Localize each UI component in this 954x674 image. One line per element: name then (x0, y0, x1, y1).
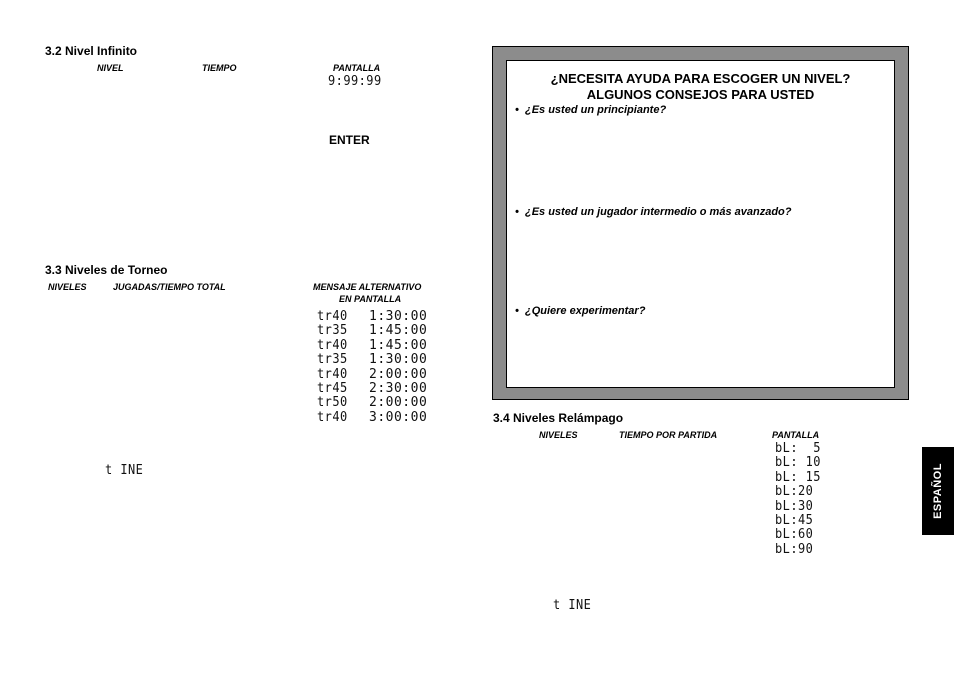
list-item (317, 336, 428, 353)
tournament-time: 3:00:00 (369, 409, 428, 425)
infinite-col-nivel: NIVEL (97, 63, 124, 73)
help-box-title (506, 71, 895, 103)
language-side-tab (922, 447, 954, 535)
language-label: ESPAÑOL (932, 463, 944, 519)
list-item: bL: 15 (775, 469, 821, 485)
list-item (317, 365, 428, 382)
help-question-experiment (515, 305, 645, 317)
enter-key-label: ENTER (329, 133, 370, 147)
list-item (317, 379, 428, 396)
tournament-code: tr40 (317, 366, 348, 382)
bullet: • (515, 305, 519, 317)
blitz-col-pantalla: PANTALLA (772, 430, 820, 440)
list-item (317, 321, 428, 339)
question-text: ¿Quiere experimentar? (524, 305, 646, 317)
tournament-code: tr40 (317, 409, 348, 425)
tournament-time: 1:30:00 (369, 309, 428, 324)
tournament-code: tr35 (317, 352, 348, 368)
help-box-title-line2: ALGUNOS CONSEJOS PARA USTED (586, 87, 815, 102)
list-item: bL: 5 (775, 441, 821, 456)
tournament-time: 2:00:00 (369, 395, 428, 411)
list-item (317, 350, 428, 368)
list-item: bL:90 (775, 541, 814, 557)
question-text: ¿Es usted un jugador intermedio o más avanzado? (524, 206, 792, 218)
tournament-lcd-list (317, 307, 428, 425)
list-item: bL:30 (775, 498, 814, 514)
tournament-col-mensaje: MENSAJE ALTERNATIVO (313, 282, 422, 292)
blitz-heading: 3.4 Niveles Relámpago (493, 411, 624, 425)
bullet: • (515, 104, 519, 116)
list-item: bL:45 (775, 512, 814, 528)
tournament-code: tr50 (317, 395, 348, 411)
tournament-heading: 3.3 Niveles de Torneo (45, 263, 168, 277)
infinite-lcd-display: 9:99:99 (328, 74, 382, 89)
infinite-heading: 3.2 Nivel Infinito (45, 44, 138, 58)
tournament-time: 1:30:00 (369, 352, 428, 368)
list-item (317, 307, 428, 324)
list-item: bL:20 (775, 484, 814, 500)
tournament-time: 2:00:00 (369, 366, 428, 382)
blitz-time-display: t INE (553, 598, 592, 613)
list-item: bL:60 (775, 527, 814, 543)
tournament-time: 1:45:00 (369, 323, 428, 339)
help-box-title-line1: ¿NECESITA AYUDA PARA ESCOGER UN NIVEL? (550, 71, 851, 86)
blitz-lcd-list (775, 442, 825, 557)
bullet: • (515, 206, 519, 218)
list-item (317, 408, 428, 425)
infinite-col-tiempo: TIEMPO (202, 63, 237, 73)
infinite-col-pantalla: PANTALLA (333, 63, 381, 73)
tournament-col-jugadas: JUGADAS/TIEMPO TOTAL (113, 282, 226, 292)
tournament-code: tr45 (317, 380, 348, 396)
tournament-time-display: t INE (105, 463, 144, 478)
tournament-code: tr40 (317, 337, 348, 353)
help-question-beginner (515, 104, 666, 116)
blitz-col-tiempo: TIEMPO POR PARTIDA (619, 430, 718, 440)
help-question-intermediate (515, 206, 791, 218)
blitz-col-niveles: NIVELES (539, 430, 578, 440)
question-text: ¿Es usted un principiante? (524, 104, 667, 116)
tournament-time: 1:45:00 (369, 337, 428, 353)
list-item: bL: 10 (775, 455, 821, 471)
tournament-col-mensaje-line2: EN PANTALLA (339, 294, 402, 304)
list-item (317, 393, 428, 411)
tournament-code: tr40 (317, 309, 348, 324)
tournament-time: 2:30:00 (369, 380, 428, 396)
tournament-code: tr35 (317, 323, 348, 339)
tournament-col-niveles: NIVELES (48, 282, 87, 292)
